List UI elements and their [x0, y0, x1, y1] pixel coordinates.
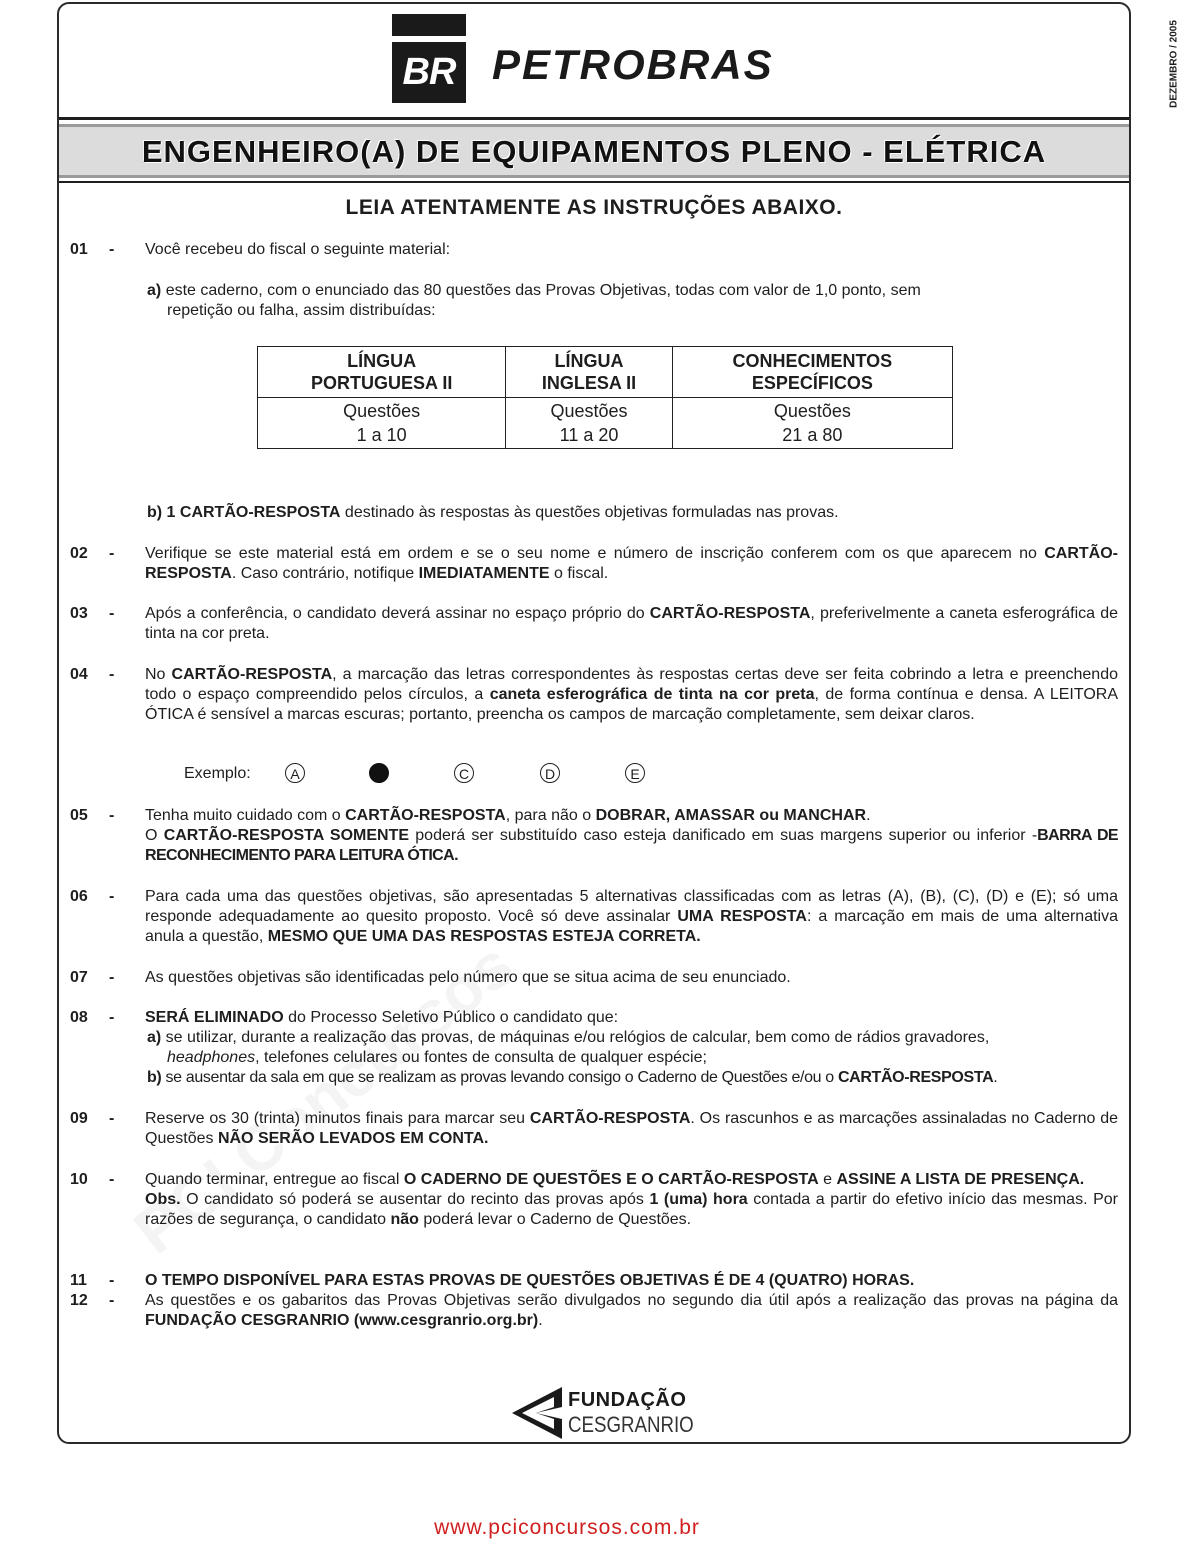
text-run: Após a conferência, o candidato deverá assinar no espaço próprio do: [145, 605, 650, 622]
instruction-08: [70, 1008, 1118, 1028]
item-number: 12: [70, 1292, 88, 1309]
brand-name: PETROBRAS: [492, 41, 774, 88]
table-header: [258, 347, 506, 398]
text-run: se ausentar da sala em que se realizam as provas levando consigo o Caderno de Questões e/ou o: [161, 1069, 838, 1086]
item-number: 08: [70, 1009, 88, 1026]
item-number: 09: [70, 1110, 88, 1127]
sub-text: este caderno, com o enunciado das 80 questões das Provas Objetivas, todas com valor de 1,0 ponto, sem: [165, 282, 921, 299]
bold-run: CARTÃO-RESPOSTA SOMENTE: [163, 827, 410, 844]
divider: [59, 117, 1129, 120]
cesgranrio-logo: [510, 1385, 694, 1441]
item-dash: -: [109, 969, 115, 986]
instruction-12: [70, 1291, 1118, 1331]
bold-run: 1 (uma) hora: [649, 1191, 748, 1208]
text-run: Tenha muito cuidado com o: [145, 807, 346, 824]
bold-run: BARRA DE RECONHECIMENTO PARA LEITURA ÓTICA.: [145, 827, 1119, 864]
item-dash: -: [109, 1110, 115, 1127]
item-dash: -: [109, 545, 115, 562]
bold-run: CARTÃO-RESPOSTA: [529, 1110, 691, 1127]
item-text: As questões objetivas são identificadas pelo número que se situa acima de seu enunciado.: [145, 969, 791, 986]
item-dash: -: [109, 1292, 115, 1309]
example-bubble-d: D: [540, 763, 560, 783]
text-run: Para cada uma das questões objetivas, são apresentadas 5 alternativas classificadas com as letras (A), (B), (C), (D) e (E); só uma responde adequadamente ao quesito proposto. Você só deve assinalar: [145, 888, 1118, 925]
cell-line: Questões: [773, 401, 851, 421]
example-bubble-b-filled: [369, 763, 389, 783]
text-run: Quando terminar, entregue ao fiscal: [145, 1171, 404, 1188]
item-text: [145, 665, 1118, 725]
bold-run: NÃO SERÃO LEVADOS EM CONTA.: [217, 1130, 489, 1147]
bold-run: ASSINE A LISTA DE PRESENÇA.: [836, 1171, 1085, 1188]
text-run: , a marcação das letras correspondentes às respostas certas deve ser feita cobrindo a letra e preenchendo todo o espaço compreendido pelos círculos, a: [145, 666, 1118, 703]
example-bubble-e: E: [625, 763, 645, 783]
instruction-02: [70, 544, 1118, 584]
bold-run: caneta esferográfica de tinta na cor preta: [489, 686, 815, 703]
bold-run: CARTÃO-RESPOSTA: [345, 807, 506, 824]
sub-label: b): [147, 1069, 162, 1086]
instruction-01: [70, 240, 1118, 260]
header-line: CONHECIMENTOS: [732, 351, 893, 371]
sub-text-cont: [147, 1048, 1118, 1068]
instruction-01-b: [147, 503, 1118, 523]
item-text: [145, 806, 1118, 866]
item-number: 04: [70, 666, 88, 683]
page-title: ENGENHEIRO(A) DE EQUIPAMENTOS PLENO - ELÉTRICA: [141, 134, 1047, 169]
sub-text-cont: repetição ou falha, assim distribuídas:: [167, 302, 436, 319]
text-run: Reserve os 30 (trinta) minutos finais para marcar seu: [145, 1110, 530, 1127]
text-run: No: [145, 666, 172, 683]
text-run: . Caso contrário, notifique: [231, 565, 419, 582]
header-line: LÍNGUA: [554, 351, 624, 371]
item-text: [145, 1008, 1118, 1028]
item-dash: -: [109, 605, 115, 622]
item-text: [145, 887, 1118, 947]
bold-run: MESMO QUE UMA DAS RESPOSTAS ESTEJA CORRETA.: [267, 928, 701, 945]
cell-line: 21 a 80: [782, 425, 843, 445]
text-run: O: [145, 827, 164, 844]
instruction-11: [70, 1271, 1118, 1291]
header-line: LÍNGUA: [347, 351, 417, 371]
italic-run: headphones: [167, 1049, 256, 1066]
table-cell: [672, 398, 952, 449]
sub-label: b) 1 CARTÃO-RESPOSTA: [147, 504, 341, 521]
instruction-01-a: [147, 281, 1118, 321]
bold-run: CARTÃO-RESPOSTA: [837, 1069, 994, 1086]
item-number: 01: [70, 241, 88, 258]
cell-line: Questões: [343, 401, 421, 421]
side-date: [1162, 12, 1186, 116]
item-number: 10: [70, 1171, 88, 1188]
divider: [59, 181, 1129, 183]
text-run: , para não o: [505, 807, 596, 824]
text-run: O candidato só poderá se ausentar do recinto das provas após: [180, 1191, 650, 1208]
item-number: 06: [70, 888, 88, 905]
bold-run: UMA RESPOSTA: [677, 908, 807, 925]
item-number: 03: [70, 605, 88, 622]
item-text: [145, 1271, 1118, 1291]
item-text: [145, 1170, 1118, 1230]
item-dash: -: [109, 1171, 115, 1188]
header-line: ESPECÍFICOS: [751, 373, 873, 393]
logo-mark: BR: [392, 42, 466, 103]
instruction-03: [70, 604, 1118, 644]
example-label: Exemplo:: [184, 765, 251, 782]
text-run: e: [818, 1171, 837, 1188]
lead-heading: LEIA ATENTAMENTE AS INSTRUÇÕES ABAIXO.: [345, 196, 843, 219]
petrobras-logo: [392, 14, 466, 103]
table-header: [506, 347, 672, 398]
bold-run: O TEMPO DISPONÍVEL PARA ESTAS PROVAS DE QUESTÕES OBJETIVAS É DE 4 (QUATRO) HORAS.: [145, 1272, 915, 1289]
cell-line: 11 a 20: [559, 425, 619, 445]
text-run: o fiscal.: [549, 565, 609, 582]
item-number: 11: [70, 1272, 87, 1289]
table-header: [672, 347, 952, 398]
text-run: : a marcação em mais de uma alternativa anula a questão,: [145, 908, 1118, 945]
table-cell: [506, 398, 672, 449]
text-run: poderá levar o Caderno de Questões.: [418, 1211, 692, 1228]
text-run: do Processo Seletivo Público o candidato que:: [283, 1009, 619, 1026]
example-bubble-c: C: [454, 763, 474, 783]
text-run: , de forma contínua e densa. A LEITORA ÓTICA é sensível a marcas escuras; portanto, preencha os campos de marcação completamente, sem deixar claros.: [145, 686, 1119, 723]
logo-line1: FUNDAÇÃO: [568, 1389, 687, 1411]
bold-run: SERÁ ELIMINADO: [145, 1009, 284, 1026]
bold-run: DOBRAR, AMASSAR ou MANCHAR: [595, 807, 867, 824]
instruction-07: [70, 968, 1118, 988]
bold-run: não: [390, 1211, 419, 1228]
text-run: .: [538, 1312, 543, 1329]
item-dash: -: [109, 666, 115, 683]
sub-label: a): [147, 1029, 162, 1046]
text-run: Verifique se este material está em ordem e se o seu nome e número de inscrição conferem com os que aparecem no: [145, 545, 1045, 562]
item-dash: -: [109, 1009, 115, 1026]
text-run: As questões e os gabaritos das Provas Objetivas serão divulgados no segundo dia útil após a realização das provas na página da: [145, 1292, 1118, 1309]
side-date-text: DEZEMBRO / 2005: [1168, 20, 1180, 108]
item-text: [145, 544, 1118, 584]
site-url[interactable]: www.pciconcursos.com.br: [434, 1516, 700, 1539]
sub-label: a): [147, 282, 162, 299]
bold-run: CARTÃO-RESPOSTA: [171, 666, 333, 683]
item-dash: -: [109, 807, 115, 824]
item-dash: -: [109, 888, 115, 905]
instruction-08-a: [147, 1028, 1118, 1068]
text-run: .: [993, 1069, 998, 1086]
text-run: contada a partir do efetivo início das mesmas. Por razões de segurança, o candidato: [145, 1191, 1118, 1228]
instruction-05: [70, 806, 1118, 866]
item-number: 07: [70, 969, 88, 986]
bold-run: CARTÃO-RESPOSTA: [145, 545, 1118, 582]
bold-run: FUNDAÇÃO CESGRANRIO (www.cesgranrio.org.br): [145, 1312, 539, 1329]
logo-bar: [392, 14, 466, 36]
item-dash: -: [109, 1272, 115, 1289]
logo-line2: CESGRANRIO: [568, 1412, 694, 1437]
item-dash: -: [109, 241, 115, 258]
header-line: INGLESA II: [541, 373, 637, 393]
item-text: Você recebeu do fiscal o seguinte material:: [145, 241, 451, 258]
bold-run: IMEDIATAMENTE: [418, 565, 550, 582]
text-run: . Os rascunhos e as marcações assinaladas no Caderno de Questões: [145, 1110, 1119, 1147]
instruction-04: [70, 665, 1118, 725]
cell-line: 1 a 10: [356, 425, 407, 445]
question-distribution-table: [257, 346, 953, 449]
item-number: 02: [70, 545, 88, 562]
cesgranrio-arrow-icon: [510, 1385, 566, 1441]
text-run: se utilizar, durante a realização das provas, de máquinas e/ou relógios de calcular, bem como de rádios gravadores,: [161, 1029, 990, 1046]
instruction-06: [70, 887, 1118, 947]
cell-line: Questões: [550, 401, 628, 421]
example-bubble-a: A: [285, 763, 305, 783]
text-run: , telefones celulares ou fontes de consulta de qualquer espécie;: [255, 1049, 707, 1066]
text-run: poderá ser substituído caso esteja danificado em suas margens superior ou inferior -: [409, 827, 1038, 844]
text-run: .: [866, 807, 871, 824]
header-line: PORTUGUESA II: [310, 373, 453, 393]
text-run: , preferivelmente a caneta esferográfica de tinta na cor preta.: [145, 605, 1119, 642]
bold-run: CARTÃO-RESPOSTA: [649, 605, 811, 622]
header: [59, 4, 1180, 118]
sub-text: destinado às respostas às questões objetivas formuladas nas provas.: [340, 504, 839, 521]
item-number: 05: [70, 807, 88, 824]
item-text: [145, 604, 1118, 644]
title-band: [59, 124, 1129, 178]
bold-run: Obs.: [145, 1191, 181, 1208]
item-text: [145, 1291, 1118, 1331]
table-cell: [258, 398, 506, 449]
bold-run: O CADERNO DE QUESTÕES E O CARTÃO-RESPOSTA: [403, 1171, 819, 1188]
